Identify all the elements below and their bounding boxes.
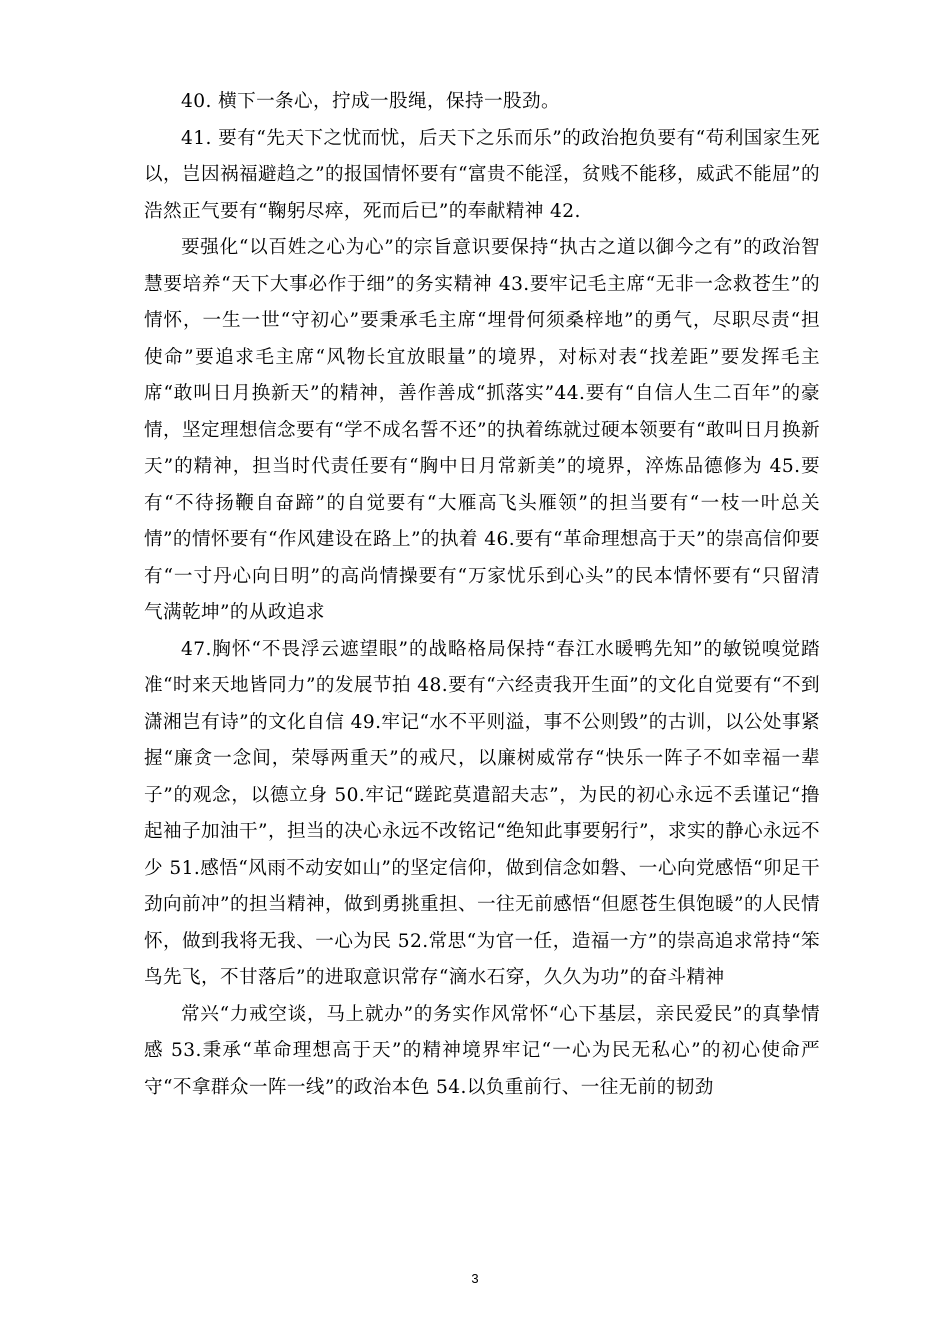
paragraph-40: 40. 横下一条心，拧成一股绳，保持一股劲。: [181, 91, 560, 112]
document-body: [144, 84, 820, 1106]
paragraph-47-52: 47.胸怀“不畏浮云遮望眼”的战略格局保持“春江水暖鸭先知”的敏锐嗅觉踏准“时来天地皆同力”的发展节拍 48.要有“六经责我开生面”的文化自觉要有“不到潇湘岂有诗”的文化自信 49.牢记“水不平则溢，事不公则毁”的古训，以公处事紧握“廉贪一念间，荣辱两重天”的戒尺，以廉树威常存“快乐一阵子不如幸福一辈子”的观念，以德立身 50.牢记“蹉跎莫遣韶夫志”，为民的初心永远不丢谨记“撸起袖子加油干”，担当的决心永远不改铭记“绝知此事要躬行”，求实的静心永远不少 51.感悟“风雨不动安如山”的坚定信仰，做到信念如磐、一心向党感悟“卯足干劲向前冲”的担当精神，做到勇挑重担、一往无前感悟“但愿苍生俱饱暖”的人民情怀，做到我将无我、一心为民 52.常思“为官一任，造福一方”的崇高追求常持“笨鸟先飞，不甘落后”的进取意识常存“滴水石穿，久久为功”的奋斗精神: [144, 638, 820, 988]
page-number: 3: [471, 1271, 479, 1286]
paragraph-52-54: 常兴“力戒空谈，马上就办”的务实作风常怀“心下基层，亲民爱民”的真挚情感 53.秉承“革命理想高于天”的精神境界牢记“一心为民无私心”的初心使命严守“不拿群众一阵一线”的政治本色 54.以负重前行、一往无前的韧劲: [144, 1003, 820, 1098]
paragraph-41: 41. 要有“先天下之忧而忧，后天下之乐而乐”的政治抱负要有“苟利国家生死以，岂因祸福避趋之”的报国情怀要有“富贵不能淫，贫贱不能移，威武不能屈”的浩然正气要有“鞠躬尽瘁，死而后已”的奉献精神 42.: [144, 127, 820, 222]
paragraph-42-46: 要强化“以百姓之心为心”的宗旨意识要保持“执古之道以御今之有”的政治智慧要培养“天下大事必作于细”的务实精神 43.要牢记毛主席“无非一念救苍生”的情怀，一生一世“守初心”要秉承毛主席“埋骨何须桑梓地”的勇气，尽职尽责“担使命”要追求毛主席“风物长宜放眼量”的境界，对标对表“找差距”要发挥毛主席“敢叫日月换新天”的精神，善作善成“抓落实”44.要有“自信人生二百年”的豪情，坚定理想信念要有“学不成名誓不还”的执着练就过硬本领要有“敢叫日月换新天”的精神，担当时代责任要有“胸中日月常新美”的境界，淬炼品德修为 45.要有“不待扬鞭自奋蹄”的自觉要有“大雁高飞头雁领”的担当要有“一枝一叶总关情”的情怀要有“作风建设在路上”的执着 46.要有“革命理想高于天”的崇高信仰要有“一寸丹心向日明”的高尚情操要有“万家忧乐到心头”的民本情怀要有“只留清气满乾坤”的从政追求: [144, 237, 820, 623]
